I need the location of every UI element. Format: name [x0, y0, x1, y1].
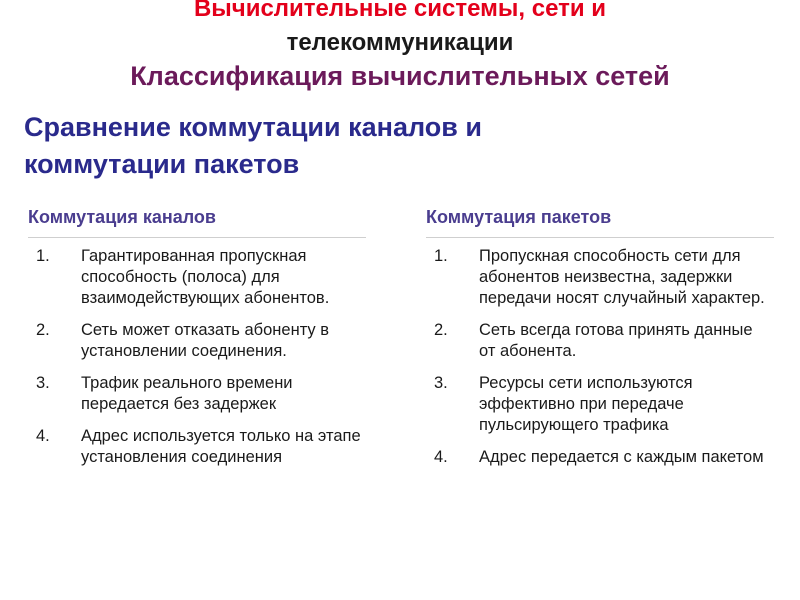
- course-title-line1: Вычислительные системы, сети и: [193, 0, 607, 22]
- list-item: [26, 246, 376, 309]
- list-item-text: Сеть всегда готова принять данные от абонента.: [479, 321, 753, 360]
- slide-heading: [24, 109, 664, 183]
- list-item-number: 3.: [36, 374, 50, 392]
- list-item-number: 2.: [434, 321, 448, 339]
- course-title-line2: телекоммуникации: [286, 29, 514, 56]
- list-item-text: Пропускная способность сети для абонентов неизвестна, задержки передачи носят случайный характер.: [479, 247, 765, 307]
- list-item-number: 3.: [434, 374, 448, 392]
- course-title: [0, 0, 800, 60]
- list-item-text: Сеть может отказать абоненту в установлении соединения.: [81, 321, 330, 360]
- circuit-switching-column: [26, 205, 376, 479]
- list-item-text: Адрес используется только на этапе установления соединения: [81, 427, 361, 466]
- list-item-number: 2.: [36, 321, 50, 339]
- list-item: [424, 447, 774, 468]
- circuit-switching-header: Коммутация каналов: [28, 205, 366, 238]
- packet-switching-column: [424, 205, 774, 479]
- section-subtitle: Классификация вычислительных сетей: [130, 61, 670, 91]
- list-item: [26, 373, 376, 415]
- slide-heading-line1: Сравнение коммутации каналов и: [24, 112, 482, 142]
- circuit-switching-list: [26, 246, 376, 468]
- list-item-text: Трафик реального времени передается без задержек: [81, 374, 293, 413]
- list-item: [26, 320, 376, 362]
- list-item-number: 4.: [36, 427, 50, 445]
- list-item: [424, 373, 774, 436]
- list-item: [424, 320, 774, 362]
- list-item-text: Адрес передается с каждым пакетом: [479, 448, 764, 466]
- list-item-number: 1.: [434, 247, 448, 265]
- list-item: [26, 426, 376, 468]
- list-item-text: Ресурсы сети используются эффективно при передаче пульсирующего трафика: [479, 374, 693, 434]
- list-item: [424, 246, 774, 309]
- list-item-number: 4.: [434, 448, 448, 466]
- packet-switching-list: [424, 246, 774, 468]
- list-item-number: 1.: [36, 247, 50, 265]
- packet-switching-header: Коммутация пакетов: [426, 205, 774, 238]
- slide-heading-line2: коммутации пакетов: [24, 149, 300, 179]
- list-item-text: Гарантированная пропускная способность (полоса) для взаимодействующих абонентов.: [81, 247, 330, 307]
